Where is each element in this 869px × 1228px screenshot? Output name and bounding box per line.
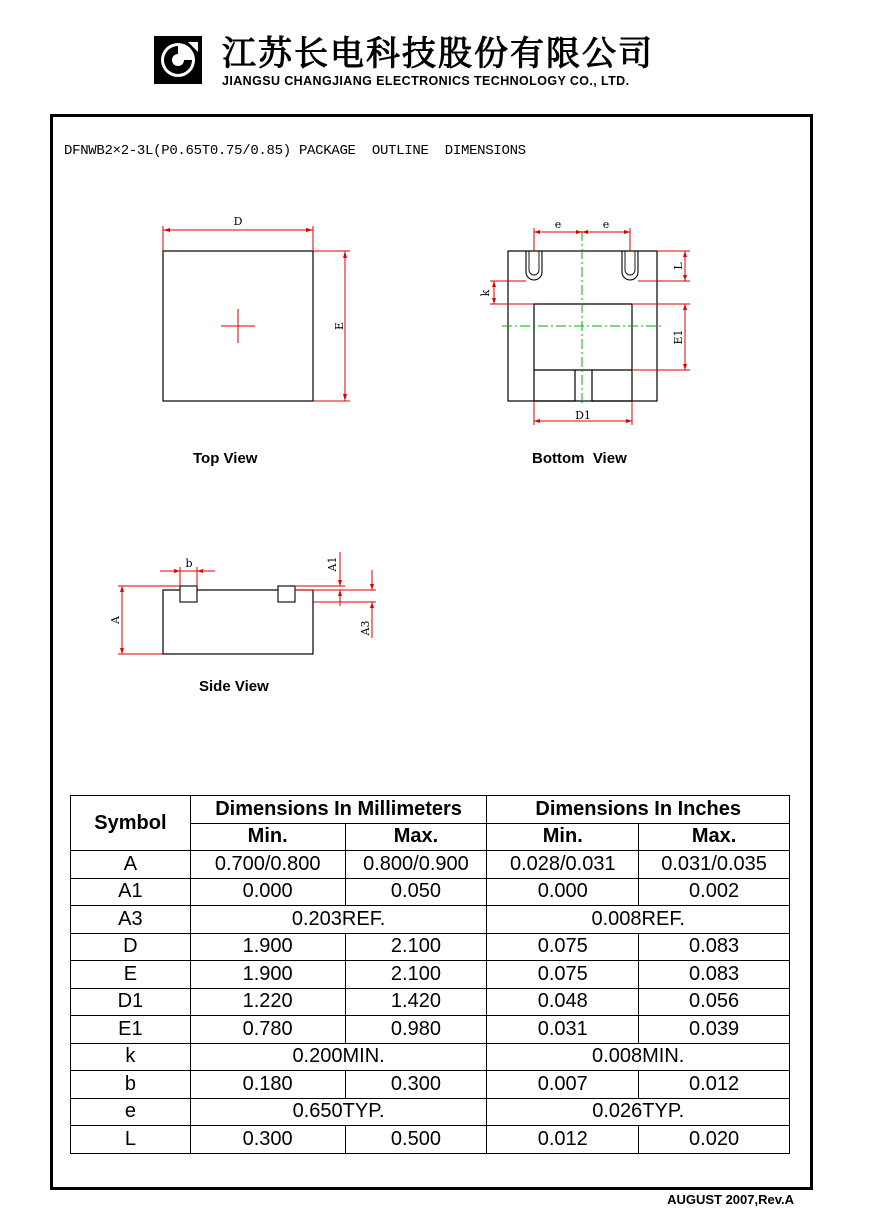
table-row: [71, 988, 790, 1016]
row-in-min: 0.075: [487, 961, 639, 989]
row-mm-merged: 0.650TYP.: [190, 1098, 487, 1126]
mm-max-header: Max.: [345, 823, 487, 851]
exposed-paddle: [534, 304, 632, 401]
in-max-header: Max.: [639, 823, 790, 851]
dim-label-l: L: [672, 262, 685, 270]
row-in-merged: 0.026TYP.: [487, 1098, 790, 1126]
row-in-max: 0.031/0.035: [639, 851, 790, 879]
row-symbol: D: [71, 933, 191, 961]
company-name-english: JIANGSU CHANGJIANG ELECTRONICS TECHNOLOGY CO., LTD.: [222, 74, 630, 88]
table-row: [71, 878, 790, 906]
row-mm-max: 0.050: [345, 878, 487, 906]
row-in-merged: 0.008REF.: [487, 906, 790, 934]
row-symbol: L: [71, 1126, 191, 1154]
side-view-lead-right: [278, 586, 295, 602]
table-row: [71, 1126, 790, 1154]
dim-label-e1: E1: [672, 329, 685, 345]
top-view-label: Top View: [193, 450, 258, 467]
row-mm-min: 0.700/0.800: [190, 851, 345, 879]
dimensions-table: [70, 795, 790, 1154]
table-row: [71, 851, 790, 879]
row-mm-max: 0.980: [345, 1016, 487, 1044]
row-in-max: 0.039: [639, 1016, 790, 1044]
row-symbol: E1: [71, 1016, 191, 1044]
row-symbol: e: [71, 1098, 191, 1126]
row-symbol: A1: [71, 878, 191, 906]
row-in-min: 0.000: [487, 878, 639, 906]
row-mm-min: 1.220: [190, 988, 345, 1016]
row-mm-min: 0.000: [190, 878, 345, 906]
symbol-header: Symbol: [71, 796, 191, 851]
row-in-min: 0.007: [487, 1071, 639, 1099]
row-symbol: E: [71, 961, 191, 989]
dim-label-a1: A1: [326, 556, 339, 572]
row-mm-max: 0.500: [345, 1126, 487, 1154]
side-view-drawing: [109, 552, 376, 654]
row-mm-max: 2.100: [345, 961, 487, 989]
row-mm-min: 0.300: [190, 1126, 345, 1154]
dim-label-k: k: [479, 289, 492, 297]
dim-label-e-left: e: [554, 218, 562, 231]
row-symbol: b: [71, 1071, 191, 1099]
row-symbol: A3: [71, 906, 191, 934]
row-mm-max: 0.800/0.900: [345, 851, 487, 879]
row-in-max: 0.056: [639, 988, 790, 1016]
row-mm-max: 0.300: [345, 1071, 487, 1099]
row-mm-merged: 0.203REF.: [190, 906, 487, 934]
bottom-view-label: Bottom View: [532, 450, 627, 467]
row-in-max: 0.083: [639, 933, 790, 961]
revision-note: AUGUST 2007,Rev.A: [667, 1192, 794, 1207]
row-in-min: 0.012: [487, 1126, 639, 1154]
row-in-max: 0.012: [639, 1071, 790, 1099]
table-row: [71, 933, 790, 961]
bottom-view-drawing: [479, 218, 690, 425]
company-name-chinese: 江苏长电科技股份有限公司: [222, 34, 654, 74]
row-in-min: 0.048: [487, 988, 639, 1016]
side-view-label: Side View: [199, 678, 269, 695]
row-in-max: 0.002: [639, 878, 790, 906]
in-header: Dimensions In Inches: [487, 796, 790, 824]
dim-label-d: D: [233, 215, 243, 228]
row-in-min: 0.028/0.031: [487, 851, 639, 879]
row-mm-min: 1.900: [190, 961, 345, 989]
mm-header: Dimensions In Millimeters: [190, 796, 487, 824]
dim-label-e-right: e: [602, 218, 610, 231]
row-in-max: 0.020: [639, 1126, 790, 1154]
mm-min-header: Min.: [190, 823, 345, 851]
row-mm-max: 2.100: [345, 933, 487, 961]
row-in-max: 0.083: [639, 961, 790, 989]
table-row: [71, 961, 790, 989]
row-symbol: k: [71, 1043, 191, 1071]
pad-upper-left: [526, 251, 542, 280]
row-symbol: D1: [71, 988, 191, 1016]
in-min-header: Min.: [487, 823, 639, 851]
table-row: [71, 1098, 790, 1126]
dim-label-b: b: [185, 557, 193, 570]
row-mm-max: 1.420: [345, 988, 487, 1016]
dim-label-e: E: [333, 321, 346, 331]
dim-label-a: A: [109, 616, 122, 624]
side-view-lead-left: [180, 586, 197, 602]
table-row: [71, 1071, 790, 1099]
dim-label-d1: D1: [575, 409, 591, 422]
document-title: DFNWB2×2-3L(P0.65T0.75/0.85) PACKAGE OUTLINE DIMENSIONS: [64, 143, 526, 159]
row-in-min: 0.075: [487, 933, 639, 961]
top-view-drawing: [163, 215, 350, 401]
row-mm-merged: 0.200MIN.: [190, 1043, 487, 1071]
row-mm-min: 0.180: [190, 1071, 345, 1099]
row-in-merged: 0.008MIN.: [487, 1043, 790, 1071]
table-row: [71, 1016, 790, 1044]
row-in-min: 0.031: [487, 1016, 639, 1044]
table-row: [71, 906, 790, 934]
pad-upper-right: [622, 251, 638, 280]
table-row: [71, 1043, 790, 1071]
dim-label-a3: A3: [359, 620, 372, 636]
row-mm-min: 1.900: [190, 933, 345, 961]
row-symbol: A: [71, 851, 191, 879]
row-mm-min: 0.780: [190, 1016, 345, 1044]
